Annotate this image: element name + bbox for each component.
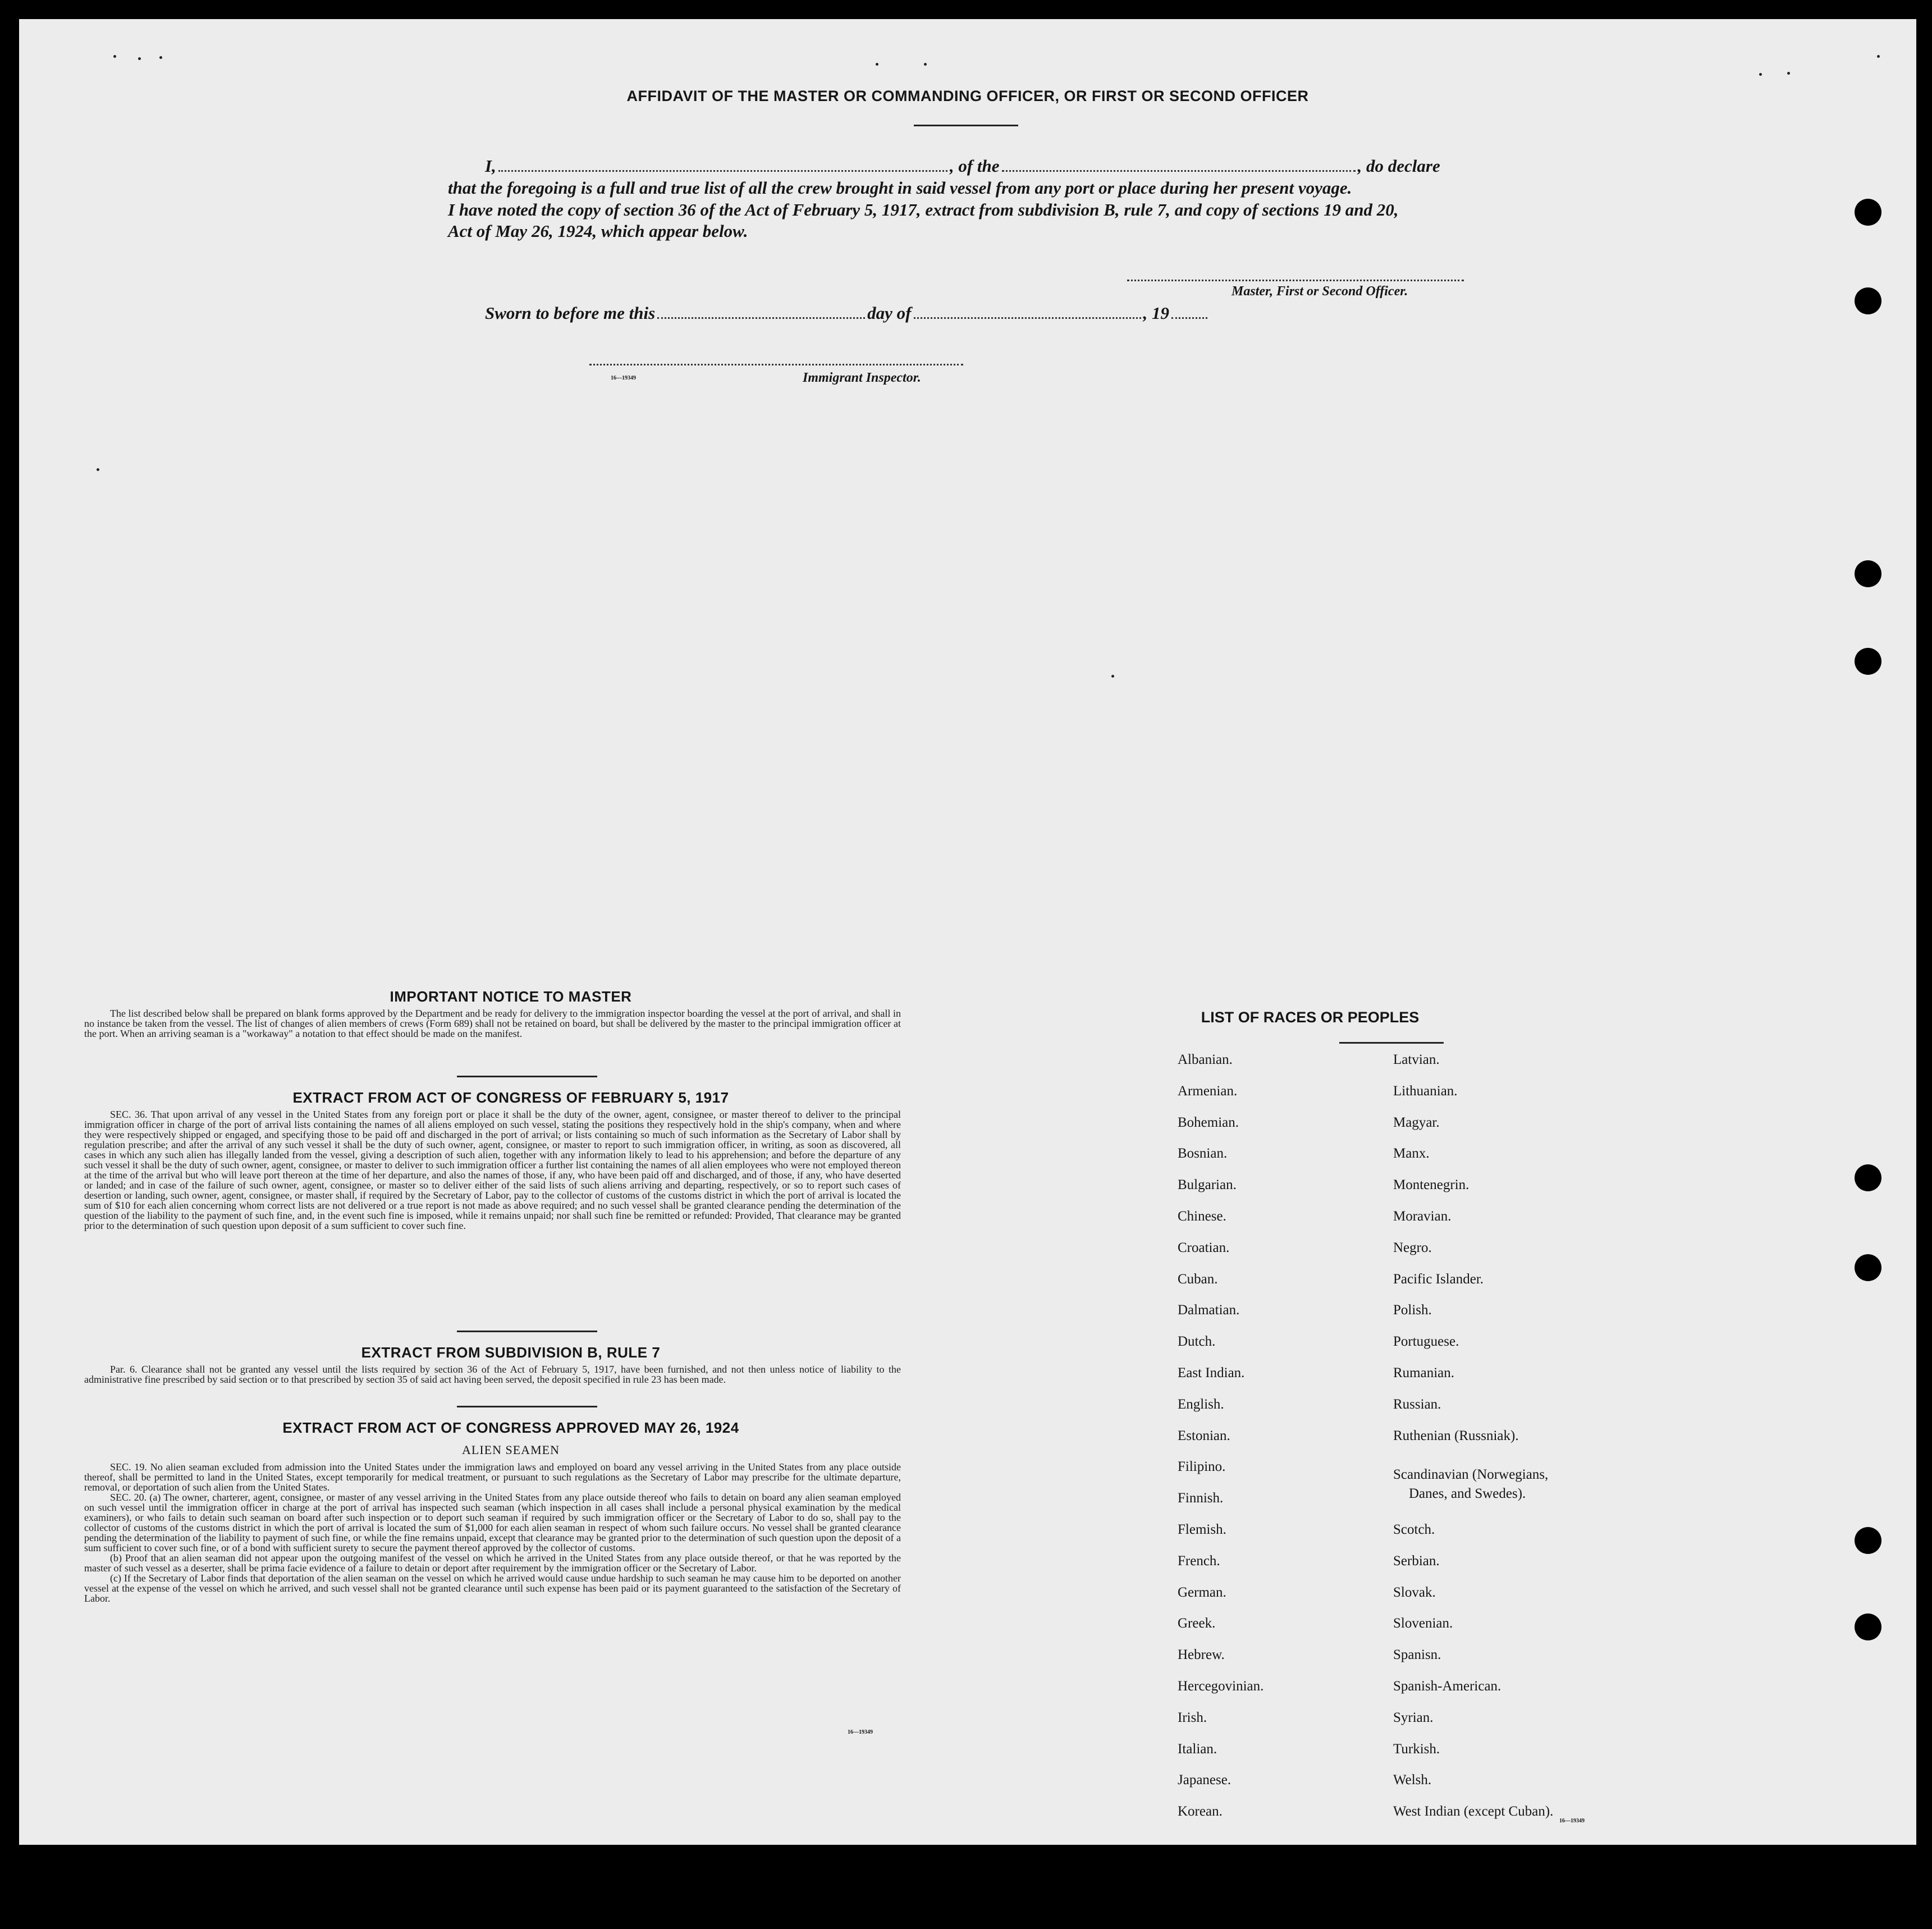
master-signature-label: Master, First or Second Officer.	[1231, 284, 1408, 299]
race-item: Serbian.	[1393, 1553, 1440, 1569]
race-item: English.	[1178, 1397, 1224, 1412]
affidavit-title: AFFIDAVIT OF THE MASTER OR COMMANDING OFFICER, OR FIRST OR SECOND OFFICER	[626, 88, 1309, 104]
punch-hole	[1855, 1254, 1881, 1281]
affidavit-line-1	[485, 156, 1440, 176]
affidavit-line-3: I have noted the copy of section 36 of the Act of February 5, 1917, extract from subdivision B, rule 7, and copy of sections 19 and 20,	[448, 200, 1399, 220]
form-number: 16—19349	[611, 375, 636, 381]
race-item: West Indian (except Cuban).	[1393, 1804, 1554, 1819]
race-item: Korean.	[1178, 1804, 1223, 1819]
sworn-day-of: day of	[867, 303, 912, 323]
race-item: German.	[1178, 1585, 1226, 1600]
race-item: Hercegovinian.	[1178, 1679, 1264, 1694]
race-item: Croatian.	[1178, 1240, 1230, 1255]
race-item: Lithuanian.	[1393, 1084, 1458, 1099]
punch-hole	[1855, 199, 1881, 226]
speck	[1759, 73, 1762, 76]
race-item: Dalmatian.	[1178, 1302, 1240, 1318]
race-item: Spanish-American.	[1393, 1679, 1501, 1694]
sworn-day-field[interactable]	[657, 317, 865, 319]
race-item: Pacific Islander.	[1393, 1272, 1484, 1287]
form-number: 16—19349	[1559, 1818, 1585, 1824]
punch-hole	[1855, 560, 1881, 587]
sworn-year-field[interactable]	[1171, 317, 1207, 319]
race-item: Moravian.	[1393, 1209, 1452, 1224]
section-36-paragraph: SEC. 36. That upon arrival of any vessel in the United States from any foreign port or place it shall be the duty of the owner, agent, consignee, or master thereof to deliver to the principal immigration officer in charge of the port of arrival lists containing the names of all aliens employed on such vessel, stating the positions they respectively hold in the ship's company, when and where they were respectively shipped or engaged, and specifying those to be paid off and discharged in the port of arrival; or lists containing so much of such information as the Secretary of Labor shall by regulation prescribe; and after the arrival of any such vessel it shall be the duty of such owner, agent, consignee, or master to report to such immigration officer, in writing, as soon as discovered, all cases in which any such alien has illegally landed from the vessel, giving a description of such alien, together with any information likely to lead to his apprehension; and before the departure of any such vessel it shall be the duty of such owner, agent, consignee, or master to deliver to such immigration officer a further list containing the names of all alien employees who were not employed thereon at the time of the arrival but who will leave port thereon at the time of her departure, and also the names of those, if any, who have been paid off and discharged, and of those, if any, who have deserted or landed; and in case of the failure of such owner, agent, consignee, or master so to deliver either of the said lists of such aliens arriving and departing, respectively, or so to report such cases of desertion or landing, such owner, agent, consignee, or master shall, if required by the Secretary of Labor, pay to the collector of customs of the customs district in which the port of arrival is located the sum of $10 for each alien concerning whom correct lists are not delivered or a true report is not made as above required; and no such vessel shall be granted clearance pending the determination of the question of the liability to the payment of such fine, and, in the event such fine is imposed, while it remains unpaid; nor shall such fine be remitted or refunded: Provided, That clearance may be granted prior to the determination of such question upon deposit of a sum sufficient to cover such fine.	[84, 1109, 901, 1231]
punch-hole	[1855, 1527, 1881, 1554]
speck	[159, 56, 162, 59]
speck	[1111, 675, 1114, 678]
speck	[97, 468, 99, 471]
race-item: Bulgarian.	[1178, 1177, 1237, 1192]
sworn-month-field[interactable]	[914, 317, 1141, 319]
speck	[138, 57, 141, 60]
race-item: Finnish.	[1178, 1491, 1224, 1506]
race-item: Greek.	[1178, 1616, 1216, 1631]
race-item: Dutch.	[1178, 1334, 1216, 1349]
rule-7-paragraph: Par. 6. Clearance shall not be granted any vessel until the lists required by section 36 of the Act of February 5, 1917, have been furnished, and not then unless notice of liability to the administrative fine prescribed by said section or to that prescribed by section 35 of said act having been served, the deposit specified in rule 23 has been made.	[84, 1364, 901, 1385]
race-item: Hebrew.	[1178, 1647, 1225, 1662]
notice-paragraph: The list described below shall be prepared on blank forms approved by the Department and be ready for delivery to the immigration inspector boarding the vessel at the port of arrival, and shall in no instance be taken from the vessel. The list of changes of alien members of crews (Form 689) shall not be retained on board, but shall be delivered by the master to the principal immigration officer at the port. When an arriving seaman is a "workaway" a notation to that effect should be made on the manifest.	[84, 1008, 901, 1039]
extract-1924-body	[84, 1462, 901, 1603]
race-item: Russian.	[1393, 1397, 1441, 1412]
race-item: Danes, and Swedes).	[1409, 1486, 1526, 1501]
form-number: 16—19349	[848, 1729, 873, 1735]
master-signature-field[interactable]	[1127, 280, 1464, 281]
title-underline	[914, 125, 1018, 126]
affidavit-line-2: that the foregoing is a full and true list of all the crew brought in said vessel from any port or place during her present voyage.	[448, 178, 1352, 198]
race-item: Spanisn.	[1393, 1647, 1441, 1662]
punch-hole	[1855, 1613, 1881, 1640]
section-20b-paragraph: (b) Proof that an alien seaman did not appear upon the outgoing manifest of the vessel on which he arrived in the United States from any place outside thereof, or that he was reported by the master of such vessel as a deserter, shall be prima facie evidence of a failure to detain or deport after requirement by the immigration officer or the Secretary of Labor.	[84, 1552, 901, 1574]
race-item: Welsh.	[1393, 1772, 1432, 1788]
speck	[876, 63, 878, 66]
speck	[1787, 72, 1790, 75]
race-item: Negro.	[1393, 1240, 1432, 1255]
section-20c-paragraph: (c) If the Secretary of Labor finds that deportation of the alien seaman on the vessel on which he arrived would cause undue hardship to such seaman he may cause him to be deported on another vessel at the expense of the vessel on which he arrived, and such vessel shall not be granted clearance until such expense has been paid or its payment guaranteed to the satisfaction of the Secretary of Labor.	[84, 1573, 901, 1604]
race-item: Italian.	[1178, 1741, 1217, 1757]
affidavit-line-4: Act of May 26, 1924, which appear below.	[448, 221, 748, 241]
sworn-prefix: Sworn to before me this	[485, 303, 656, 323]
race-item: Polish.	[1393, 1302, 1432, 1318]
race-item: Manx.	[1393, 1146, 1430, 1161]
sworn-line	[485, 303, 1210, 323]
race-item: Portuguese.	[1393, 1334, 1459, 1349]
race-item: Ruthenian (Russniak).	[1393, 1428, 1519, 1443]
affidavit-of-the: , of the	[949, 156, 1000, 176]
race-item: Japanese.	[1178, 1772, 1231, 1788]
form-page	[19, 19, 1916, 1845]
race-item: Bosnian.	[1178, 1146, 1228, 1161]
punch-hole	[1855, 648, 1881, 675]
race-item: Montenegrin.	[1393, 1177, 1469, 1192]
affidavit-declare: , do declare	[1357, 156, 1440, 176]
vessel-field[interactable]	[1002, 170, 1356, 172]
affidavit-i: I,	[485, 156, 496, 176]
speck	[924, 63, 927, 66]
sworn-year: , 19	[1143, 303, 1169, 323]
race-item: Latvian.	[1393, 1052, 1440, 1067]
extract-1917-title: EXTRACT FROM ACT OF CONGRESS OF FEBRUARY 5, 1917	[292, 1089, 729, 1106]
race-item: Scotch.	[1393, 1522, 1435, 1537]
punch-hole	[1855, 1164, 1881, 1191]
race-item: Syrian.	[1393, 1710, 1434, 1725]
speck	[1877, 55, 1880, 58]
extract-1924-title: EXTRACT FROM ACT OF CONGRESS APPROVED MAY 26, 1924	[282, 1419, 739, 1436]
races-title-underline	[1339, 1042, 1444, 1044]
race-item: Filipino.	[1178, 1459, 1226, 1474]
section-20a-paragraph: SEC. 20. (a) The owner, charterer, agent, consignee, or master of any vessel arriving in the United States from any place outside thereof who fails to detain on board any alien seaman employed on such vessel until the immigration officer in charge at the port of arrival has inspected such seaman (which inspection in all cases shall include a personal physical examination by the medical examiners), or who fails to detain such seaman on board after such inspection or to deport such seaman if required by such immigration officer or the Secretary of Labor to do so, shall pay to the collector of customs of the customs district in which the port of arrival is located the sum of $1,000 for each alien seaman in respect of whom such failure occurs. No vessel shall be granted clearance pending the determination of the liability to payment of such fine, or while the fine remains unpaid, except that clearance may be granted prior to the determination of such question upon the deposit of a sum sufficient to cover such fine, or of a bond with sufficient surety to secure the payment thereof approved by the collector of customs.	[84, 1492, 901, 1553]
extract-1924-subtitle: ALIEN SEAMEN	[462, 1443, 560, 1457]
section-19-paragraph: SEC. 19. No alien seaman excluded from admission into the United States under the immigration laws and employed on board any vessel arriving in the United States from any place outside thereof, shall be permitted to land in the United States, except temporarily for medical treatment, or pursuant to such regulations as the Secretary of Labor may prescribe for the ultimate departure, removal, or deportation of such alien from the United States.	[84, 1461, 901, 1493]
notice-body	[84, 1008, 901, 1039]
extract-1917-body	[84, 1109, 901, 1231]
inspector-signature-field[interactable]	[589, 364, 963, 365]
extract-rule7-title: EXTRACT FROM SUBDIVISION B, RULE 7	[361, 1344, 661, 1361]
race-item: Chinese.	[1178, 1209, 1226, 1224]
divider	[457, 1331, 597, 1332]
races-title: LIST OF RACES OR PEOPLES	[1201, 1009, 1420, 1026]
race-item: Slovenian.	[1393, 1616, 1453, 1631]
race-item: Cuban.	[1178, 1272, 1218, 1287]
race-item: Scandinavian (Norwegians,	[1393, 1467, 1549, 1482]
race-item: Armenian.	[1178, 1084, 1238, 1099]
name-field[interactable]	[498, 170, 947, 172]
race-item: Slovak.	[1393, 1585, 1436, 1600]
race-item: Irish.	[1178, 1710, 1207, 1725]
divider	[457, 1076, 597, 1077]
punch-hole	[1855, 287, 1881, 314]
race-item: Magyar.	[1393, 1115, 1440, 1130]
speck	[113, 55, 116, 58]
notice-title: IMPORTANT NOTICE TO MASTER	[390, 988, 632, 1005]
extract-rule7-body	[84, 1364, 901, 1384]
race-item: Albanian.	[1178, 1052, 1233, 1067]
race-item: French.	[1178, 1553, 1220, 1569]
race-item: Turkish.	[1393, 1741, 1440, 1757]
race-item: Rumanian.	[1393, 1365, 1455, 1381]
divider	[457, 1406, 597, 1407]
race-item: Flemish.	[1178, 1522, 1226, 1537]
race-item: Bohemian.	[1178, 1115, 1239, 1130]
race-item: East Indian.	[1178, 1365, 1245, 1381]
inspector-label: Immigrant Inspector.	[803, 371, 921, 385]
race-item: Estonian.	[1178, 1428, 1230, 1443]
